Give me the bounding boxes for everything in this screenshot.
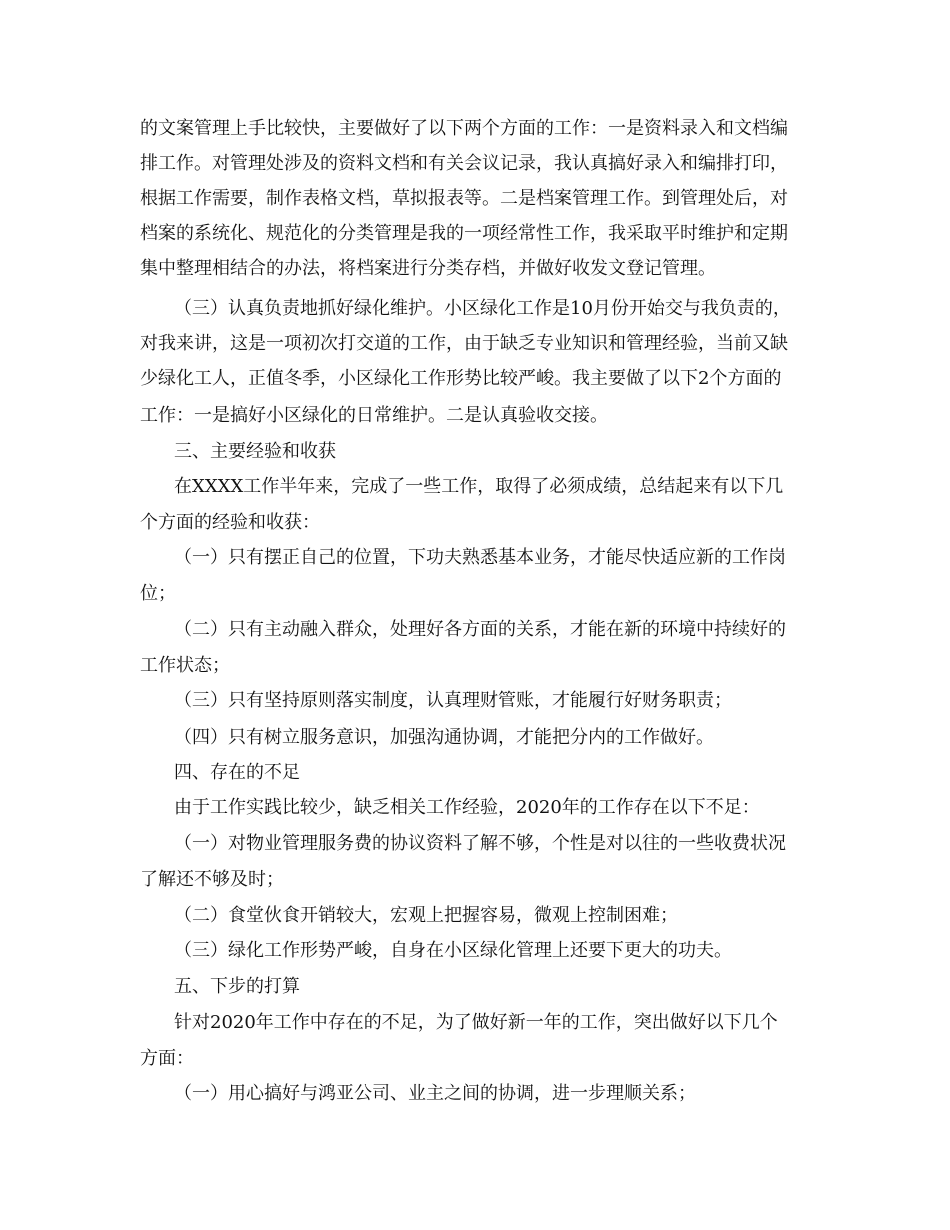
list-item: （四）只有树立服务意识，加强沟通协调，才能把分内的工作做好。	[174, 727, 714, 748]
list-item: （三）绿化工作形势严峻，自身在小区绿化管理上还要下更大的功夫。	[174, 940, 732, 961]
text-line: 档案的系统化、规范化的分类管理是我的一项经常性工作，我采取平时维护和定期	[140, 223, 788, 244]
section-heading: 四、存在的不足	[174, 762, 300, 783]
text-line: （三）认真负责地抓好绿化维护。小区绿化工作是10月份开始交与我负责的，	[174, 298, 791, 319]
text-line: 对我来讲，这是一项初次打交道的工作，由于缺乏专业知识和管理经验，当前又缺	[140, 333, 788, 354]
text-line: 个方面的经验和收获：	[140, 512, 320, 533]
section-heading: 五、下步的打算	[174, 976, 300, 997]
text-line: 工作状态；	[140, 655, 230, 676]
list-item: （一）用心搞好与鸿亚公司、业主之间的协调，进一步理顺关系；	[174, 1083, 696, 1104]
text-line: 的文案管理上手比较快，主要做好了以下两个方面的工作：一是资料录入和文档编	[140, 118, 788, 139]
text-line: 排工作。对管理处涉及的资料文档和有关会议记录，我认真搞好录入和编排打印，	[140, 153, 788, 174]
text-line: 方面：	[140, 1048, 194, 1069]
text-line: 根据工作需要，制作表格文档，草拟报表等。二是档案管理工作。到管理处后，对	[140, 188, 788, 209]
list-item: （一）只有摆正自己的位置，下功夫熟悉基本业务，才能尽快适应新的工作岗	[174, 547, 786, 568]
list-item: （二）只有主动融入群众，处理好各方面的关系，才能在新的环境中持续好的	[174, 619, 786, 640]
list-item: （二）食堂伙食开销较大，宏观上把握容易，微观上控制困难；	[174, 905, 678, 926]
text-line: 在XXXX工作半年来，完成了一些工作，取得了必须成绩，总结起来有以下几	[174, 476, 784, 497]
text-line: 少绿化工人，正值冬季，小区绿化工作形势比较严峻。我主要做了以下2个方面的	[140, 368, 782, 389]
text-line: 针对2020年工作中存在的不足，为了做好新一年的工作，突出做好以下几个	[174, 1012, 778, 1033]
text-line: 由于工作实践比较少，缺乏相关工作经验，2020年的工作存在以下不足：	[174, 797, 760, 818]
text-line: 位；	[140, 583, 176, 604]
list-item: （三）只有坚持原则落实制度，认真理财管账，才能履行好财务职责；	[174, 690, 732, 711]
list-item: （一）对物业管理服务费的协议资料了解不够，个性是对以往的一些收费状况	[174, 833, 786, 854]
text-line: 工作：一是搞好小区绿化的日常维护。二是认真验收交接。	[140, 405, 608, 426]
text-line: 集中整理相结合的办法，将档案进行分类存档，并做好收发文登记管理。	[140, 258, 716, 279]
section-heading: 三、主要经验和收获	[174, 441, 336, 462]
text-line: 了解还不够及时；	[140, 869, 284, 890]
